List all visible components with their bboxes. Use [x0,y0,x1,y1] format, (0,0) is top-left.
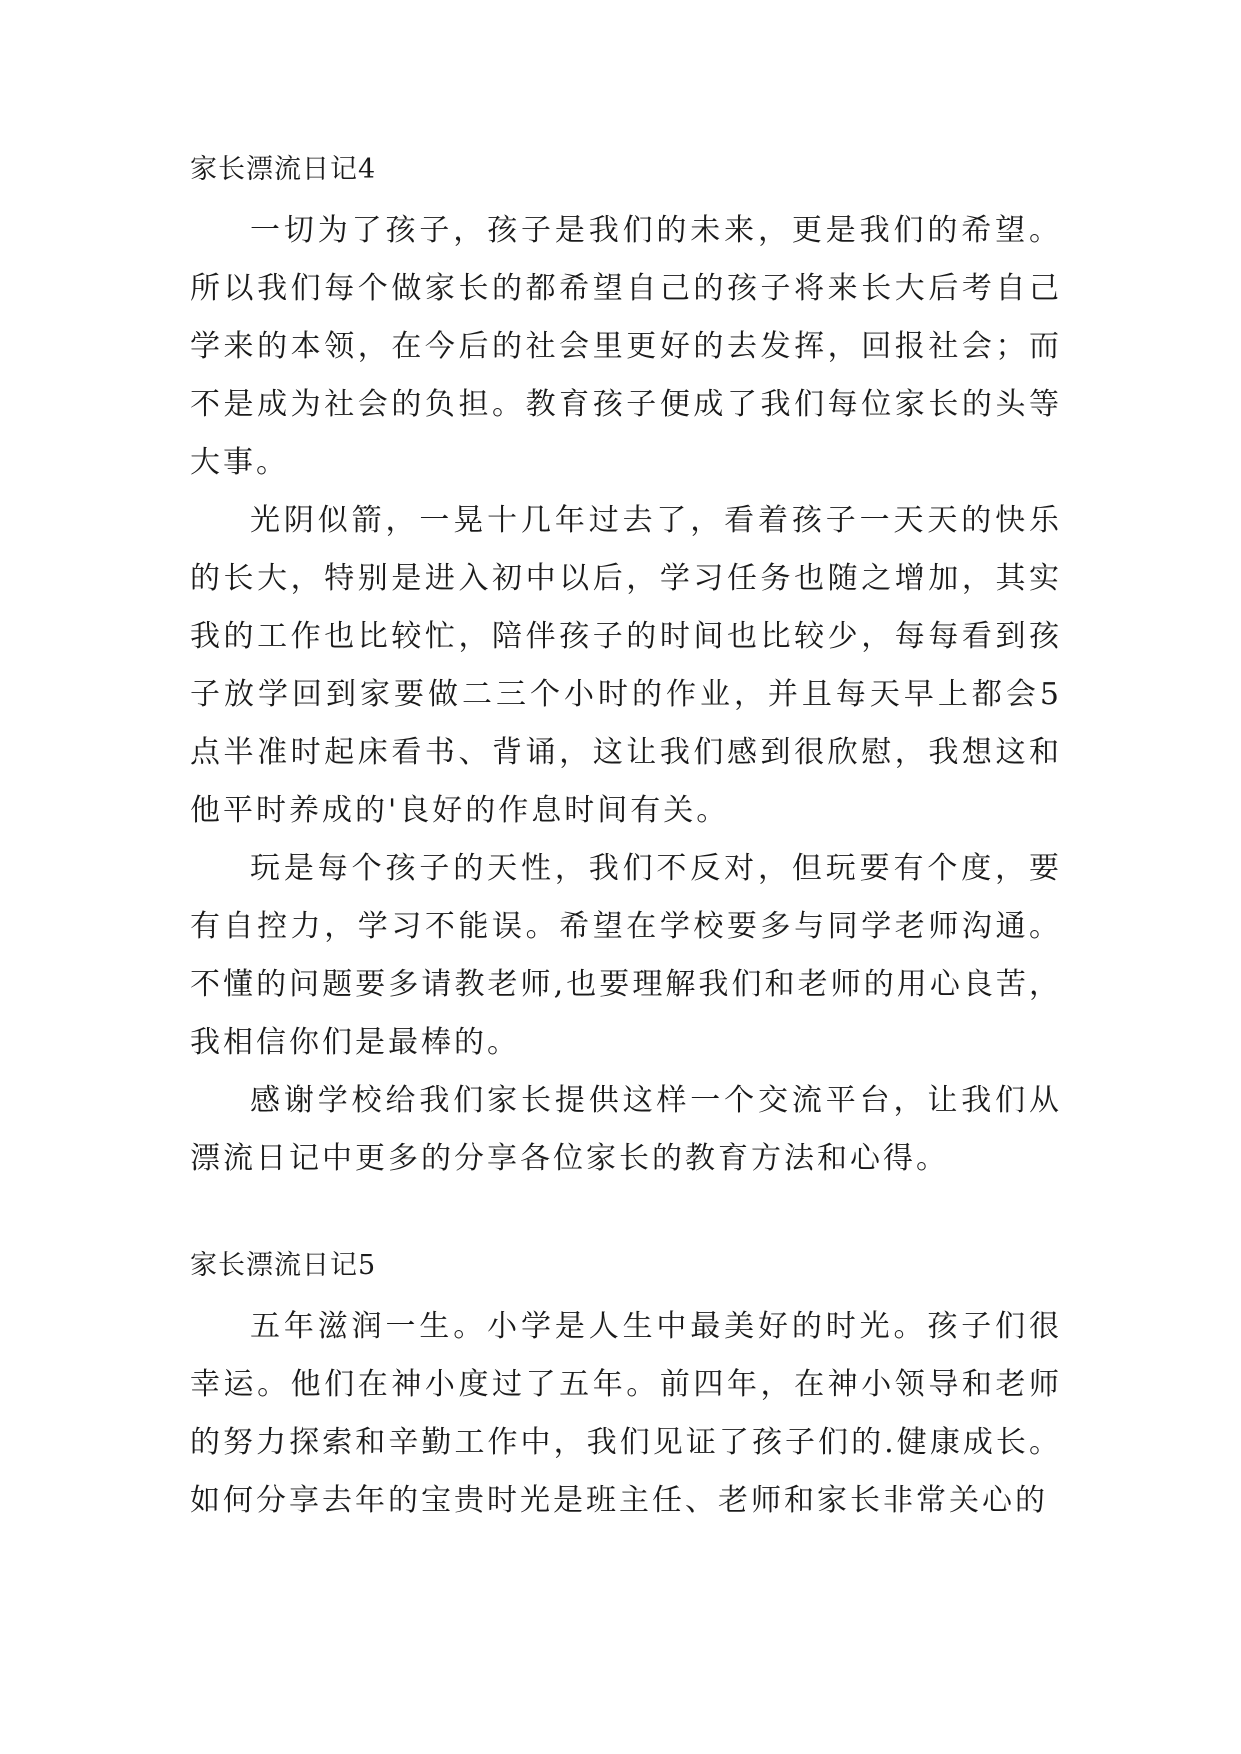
paragraph: 一切为了孩子，孩子是我们的未来，更是我们的希望。所以我们每个做家长的都希望自己的孩子将来长大后考自己学来的本领，在今后的社会里更好的去发挥，回报社会；而不是成为社会的负担。教育孩子便成了我们每位家长的头等大事。 [190,213,1062,480]
diary-section-5 [190,1244,1062,1530]
diary-section-4 [190,148,1062,1188]
section-spacer [190,1188,1062,1244]
paragraph: 感谢学校给我们家长提供这样一个交流平台，让我们从漂流日记中更多的分享各位家长的教育方法和心得。 [190,1083,1062,1176]
document-body [190,148,1062,1530]
paragraph: 五年滋润一生。小学是人生中最美好的时光。孩子们很幸运。他们在神小度过了五年。前四年，在神小领导和老师的努力探索和辛勤工作中，我们见证了孩子们的.健康成长。如何分享去年的宝贵时光是班主任、老师和家长非常关心的 [190,1309,1062,1518]
paragraph: 光阴似箭，一晃十几年过去了，看着孩子一天天的快乐的长大，特别是进入初中以后，学习任务也随之增加，其实我的工作也比较忙，陪伴孩子的时间也比较少，每每看到孩子放学回到家要做二三个小时的作业，并且每天早上都会5点半准时起床看书、背诵，这让我们感到很欣慰，我想这和他平时养成的'良好的作息时间有关。 [190,503,1062,828]
section-title: 家长漂流日记4 [190,154,377,185]
paragraph: 玩是每个孩子的天性，我们不反对，但玩要有个度，要有自控力，学习不能误。希望在学校要多与同学老师沟通。不懂的问题要多请教老师,也要理解我们和老师的用心良苦，我相信你们是最棒的。 [190,851,1062,1060]
section-title: 家长漂流日记5 [190,1250,377,1281]
